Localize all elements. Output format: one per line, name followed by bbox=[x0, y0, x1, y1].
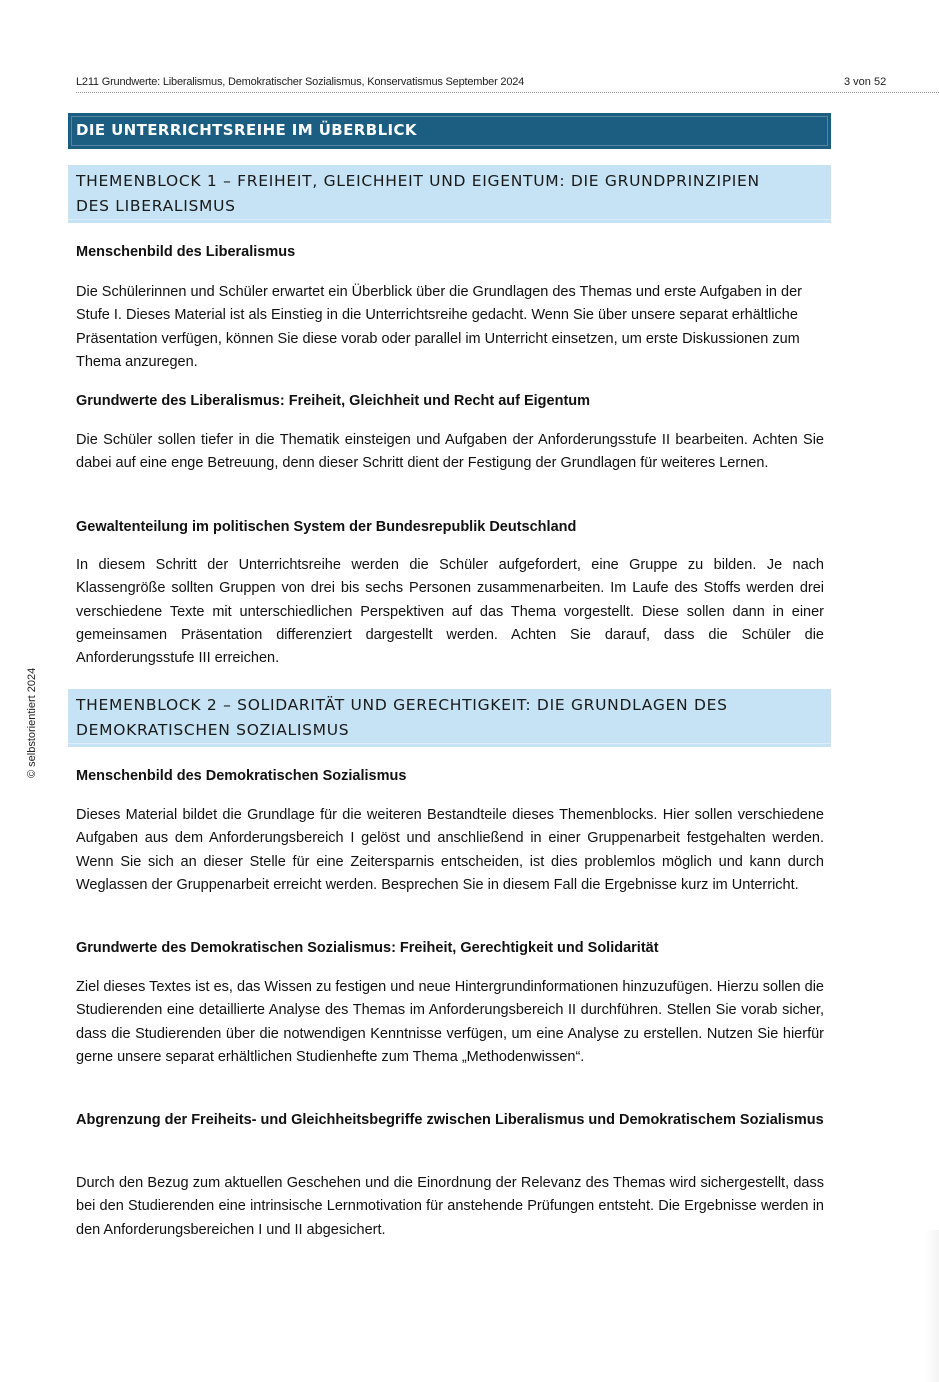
document-title: L211 Grundwerte: Liberalismus, Demokratischer Sozialismus, Konservatismus September 2024 bbox=[76, 76, 525, 88]
themenblock-1-item-2-body bbox=[76, 429, 824, 476]
themenblock-1-item-3 bbox=[76, 516, 824, 539]
copyright-note: © selbstorientiert 2024 bbox=[26, 667, 38, 778]
item-text: In diesem Schritt der Unterrichtsreihe werden die Schüler aufgefordert, eine Gruppe zu bilden. Je nach Klassengröße sollten Gruppen von drei bis sechs Personen zusammenarbeiten. Im Laufe des Stoffs werden drei verschiedene Texte mit unterschiedlichen Perspektiven auf das Thema vorgestellt. Diese sollen dann in einer gemeinsamen Präsentation differenziert dargestellt werden. Achten Sie darauf, dass die Schüler die Anforderungsstufe III erreichen. bbox=[76, 557, 824, 667]
page-number: 3 von 52 bbox=[844, 76, 887, 88]
item-title: Grundwerte des Liberalismus: Freiheit, Gleichheit und Recht auf Eigentum bbox=[76, 393, 591, 409]
themenblock-2-heading-line2: DEMOKRATISCHEN SOZIALISMUS bbox=[76, 721, 350, 739]
themenblock-2-item-3 bbox=[76, 1109, 824, 1132]
themenblock-1-item-3-body bbox=[76, 554, 824, 670]
themenblock-2-heading bbox=[68, 689, 831, 747]
themenblock-1-item-1 bbox=[76, 241, 824, 264]
themenblock-1-item-2 bbox=[76, 390, 824, 413]
item-text: Die Schülerinnen und Schüler erwartet ein Überblick über die Grundlagen des Themas und erste Aufgaben in der Stufe I. Dieses Material ist als Einstieg in die Unterrichtsreihe gedacht. Wenn Sie über unsere separat erhältliche Präsentation verfügen, können Sie diese vorab oder parallel im Unterricht einsetzen, um erste Diskussionen zum Thema anzuregen. bbox=[76, 284, 802, 370]
item-title: Grundwerte des Demokratischen Sozialismus: Freiheit, Gerechtigkeit und Solidarität bbox=[76, 940, 659, 956]
section-heading bbox=[68, 113, 831, 149]
themenblock-2-item-1 bbox=[76, 765, 824, 788]
page-header bbox=[76, 74, 939, 93]
item-title: Menschenbild des Liberalismus bbox=[76, 244, 296, 260]
themenblock-1-heading-line2: DES LIBERALISMUS bbox=[76, 197, 236, 215]
themenblock-1-heading bbox=[68, 165, 831, 223]
themenblock-1-item-1-body bbox=[76, 281, 824, 374]
themenblock-1-heading-line1: THEMENBLOCK 1 – FREIHEIT, GLEICHHEIT UND EIGENTUM: DIE GRUNDPRINZIPIEN bbox=[76, 172, 760, 190]
themenblock-2-item-3-body bbox=[76, 1172, 824, 1242]
item-title: Abgrenzung der Freiheits- und Gleichheitsbegriffe zwischen Liberalismus und Demokratischem Sozialismus bbox=[76, 1112, 824, 1128]
themenblock-2-item-2 bbox=[76, 937, 824, 960]
item-text: Dieses Material bildet die Grundlage für die weiteren Bestandteile dieses Themenblocks. Hier sollen verschiedene Aufgaben aus dem Anforderungsbereich I gelöst und anschließend in einer Gruppenarbeit festgehalten werden. Wenn Sie sich an dieser Stelle für eine Zeitersparnis entscheiden, ist dies problemlos möglich und kann durch Weglassen der Gruppenarbeit erreicht werden. Besprechen Sie in diesem Fall die Ergebnisse kurz im Unterricht. bbox=[76, 807, 824, 893]
item-title: Menschenbild des Demokratischen Sozialismus bbox=[76, 768, 407, 784]
page-edge-shadow bbox=[925, 1230, 939, 1382]
themenblock-2-item-1-body bbox=[76, 804, 824, 897]
item-text: Durch den Bezug zum aktuellen Geschehen und die Einordnung der Relevanz des Themas wird sichergestellt, dass bei den Studierenden eine intrinsische Lernmotivation für anstehende Prüfungen entsteht. Die Ergebnisse werden in den Anforderungsbereichen I und II abgesichert. bbox=[76, 1175, 824, 1238]
item-text: Die Schüler sollen tiefer in die Thematik einsteigen und Aufgaben der Anforderungsstufe II bearbeiten. Achten Sie dabei auf eine enge Betreuung, denn dieser Schritt dient der Festigung der Grundlagen für weiteres Lernen. bbox=[76, 432, 824, 472]
themenblock-2-heading-line1: THEMENBLOCK 2 – SOLIDARITÄT UND GERECHTIGKEIT: DIE GRUNDLAGEN DES bbox=[76, 696, 728, 714]
section-heading-text: DIE UNTERRICHTSREIHE IM ÜBERBLICK bbox=[76, 121, 417, 139]
item-title: Gewaltenteilung im politischen System der Bundesrepublik Deutschland bbox=[76, 519, 577, 535]
item-text: Ziel dieses Textes ist es, das Wissen zu festigen und neue Hintergrundinformationen hinzuzufügen. Hierzu sollen die Studierenden eine detaillierte Analyse des Themas im Anforderungsbereich II durchführen. Stellen Sie vorab sicher, dass die Studierenden über die notwendigen Kenntnisse verfügen, um eine Analyse zu erstellen. Nutzen Sie hierfür gerne unsere separat erhältlichen Studienhefte zum Thema „Methodenwissen“. bbox=[76, 979, 824, 1065]
themenblock-2-item-2-body bbox=[76, 976, 824, 1069]
